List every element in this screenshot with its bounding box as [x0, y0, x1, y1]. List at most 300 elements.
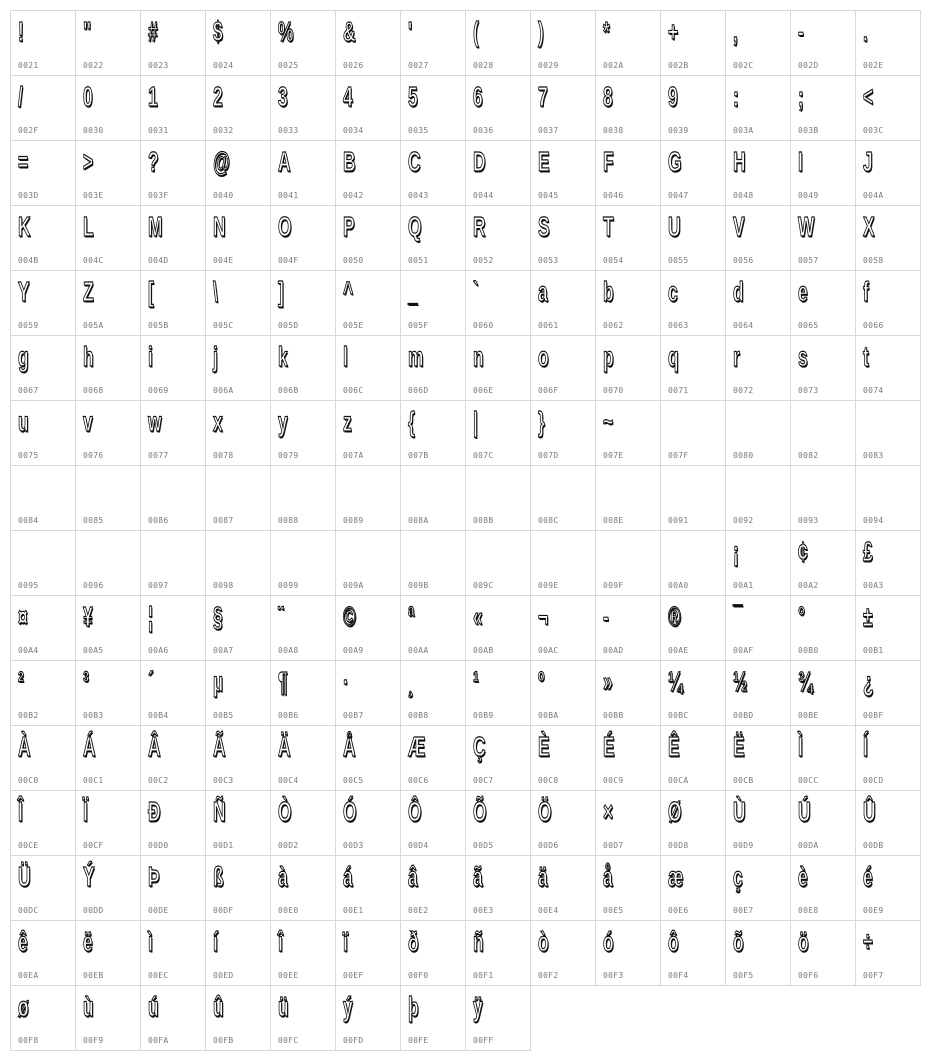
glyph-codepoint-label: 0037	[538, 126, 559, 135]
glyph-cell[interactable]	[141, 661, 206, 726]
glyph-codepoint-label: 005C	[213, 321, 234, 330]
glyph-cell[interactable]	[336, 596, 401, 661]
glyph-cell[interactable]	[336, 791, 401, 856]
glyph-codepoint-label: 0034	[343, 126, 364, 135]
glyph-cell[interactable]	[466, 401, 531, 466]
glyph-cell[interactable]	[596, 401, 661, 466]
glyph-cell[interactable]	[11, 856, 76, 921]
glyph-cell[interactable]	[271, 531, 336, 596]
glyph-cell[interactable]	[791, 271, 856, 336]
glyph-cell[interactable]	[856, 336, 921, 401]
glyph-codepoint-label: 00DF	[213, 906, 234, 915]
glyph-codepoint-label: 0083	[863, 451, 884, 460]
glyph-cell[interactable]	[11, 271, 76, 336]
glyph-codepoint-label: 0080	[733, 451, 754, 460]
glyph-cell[interactable]	[336, 76, 401, 141]
glyph-cell[interactable]	[531, 271, 596, 336]
glyph-cell[interactable]	[596, 466, 661, 531]
glyph-sample: (	[473, 16, 479, 47]
glyph-cell[interactable]	[206, 466, 271, 531]
glyph-cell[interactable]	[791, 466, 856, 531]
glyph-cell[interactable]	[271, 11, 336, 76]
glyph-cell[interactable]	[596, 596, 661, 661]
glyph-cell[interactable]	[206, 986, 271, 1051]
glyph-codepoint-label: 00FE	[408, 1036, 429, 1045]
glyph-cell[interactable]	[11, 11, 76, 76]
glyph-sample: Ú	[798, 796, 811, 827]
glyph-codepoint-label: 0073	[798, 386, 819, 395]
glyph-cell[interactable]	[206, 726, 271, 791]
glyph-cell[interactable]	[726, 206, 791, 271]
glyph-codepoint-label: 0046	[603, 191, 624, 200]
glyph-cell[interactable]	[76, 11, 141, 76]
glyph-cell[interactable]	[466, 141, 531, 206]
glyph-cell[interactable]	[141, 791, 206, 856]
glyph-cell[interactable]	[206, 661, 271, 726]
glyph-cell[interactable]	[596, 726, 661, 791]
glyph-cell[interactable]	[11, 661, 76, 726]
glyph-cell[interactable]	[791, 206, 856, 271]
glyph-cell[interactable]	[466, 921, 531, 986]
glyph-codepoint-label: 00BA	[538, 711, 559, 720]
glyph-cell[interactable]	[11, 206, 76, 271]
glyph-cell[interactable]	[336, 856, 401, 921]
glyph-cell[interactable]	[856, 596, 921, 661]
glyph-cell[interactable]	[11, 76, 76, 141]
glyph-cell[interactable]	[856, 921, 921, 986]
glyph-cell[interactable]	[336, 271, 401, 336]
glyph-cell[interactable]	[76, 791, 141, 856]
glyph-cell[interactable]	[76, 531, 141, 596]
glyph-cell[interactable]	[596, 206, 661, 271]
glyph-cell[interactable]	[856, 726, 921, 791]
glyph-cell[interactable]	[401, 986, 466, 1051]
glyph-cell[interactable]	[141, 466, 206, 531]
glyph-cell[interactable]	[141, 531, 206, 596]
glyph-sample: Â	[148, 731, 161, 762]
glyph-cell[interactable]	[336, 986, 401, 1051]
glyph-sample: ø	[18, 991, 29, 1022]
glyph-cell[interactable]	[661, 531, 726, 596]
glyph-codepoint-label: 0084	[18, 516, 39, 525]
glyph-cell[interactable]	[336, 11, 401, 76]
glyph-cell[interactable]	[141, 856, 206, 921]
glyph-cell[interactable]	[596, 271, 661, 336]
glyph-cell[interactable]	[401, 856, 466, 921]
glyph-cell[interactable]	[726, 856, 791, 921]
glyph-cell[interactable]	[596, 336, 661, 401]
glyph-cell[interactable]	[141, 726, 206, 791]
glyph-cell[interactable]	[336, 726, 401, 791]
glyph-codepoint-label: 00B0	[798, 646, 819, 655]
glyph-cell[interactable]	[791, 11, 856, 76]
glyph-cell[interactable]	[141, 596, 206, 661]
glyph-cell[interactable]	[661, 271, 726, 336]
glyph-cell[interactable]	[271, 271, 336, 336]
glyph-cell[interactable]	[531, 531, 596, 596]
glyph-cell[interactable]	[11, 726, 76, 791]
glyph-codepoint-label: 00E7	[733, 906, 754, 915]
glyph-cell[interactable]	[466, 986, 531, 1051]
glyph-codepoint-label: 0043	[408, 191, 429, 200]
glyph-sample: M	[148, 211, 163, 242]
glyph-sample: K	[18, 211, 31, 242]
glyph-cell[interactable]	[661, 141, 726, 206]
glyph-cell[interactable]	[271, 401, 336, 466]
glyph-codepoint-label: 0072	[733, 386, 754, 395]
glyph-cell[interactable]	[726, 726, 791, 791]
glyph-cell[interactable]	[401, 661, 466, 726]
glyph-cell[interactable]	[661, 726, 726, 791]
glyph-codepoint-label: 0056	[733, 256, 754, 265]
glyph-cell[interactable]	[141, 921, 206, 986]
glyph-codepoint-label: 003F	[148, 191, 169, 200]
glyph-cell[interactable]	[791, 921, 856, 986]
glyph-cell[interactable]	[206, 336, 271, 401]
glyph-cell[interactable]	[271, 791, 336, 856]
glyph-cell[interactable]	[76, 76, 141, 141]
glyph-cell[interactable]	[531, 76, 596, 141]
glyph-cell[interactable]	[661, 596, 726, 661]
glyph-cell[interactable]	[141, 271, 206, 336]
glyph-cell[interactable]	[336, 141, 401, 206]
glyph-cell[interactable]	[466, 531, 531, 596]
glyph-cell[interactable]	[531, 791, 596, 856]
glyph-cell[interactable]	[141, 986, 206, 1051]
glyph-cell[interactable]	[791, 791, 856, 856]
glyph-cell[interactable]	[466, 791, 531, 856]
glyph-cell[interactable]	[531, 336, 596, 401]
glyph-cell[interactable]	[791, 726, 856, 791]
glyph-sample: ¿	[863, 666, 874, 697]
glyph-cell[interactable]	[596, 856, 661, 921]
glyph-cell[interactable]	[271, 726, 336, 791]
glyph-cell[interactable]	[466, 596, 531, 661]
glyph-cell[interactable]	[206, 401, 271, 466]
glyph-cell[interactable]	[466, 661, 531, 726]
glyph-cell[interactable]	[466, 76, 531, 141]
glyph-sample: t	[863, 341, 869, 372]
glyph-cell[interactable]	[856, 11, 921, 76]
glyph-sample: =	[18, 146, 29, 177]
glyph-cell[interactable]	[76, 726, 141, 791]
glyph-sample: o	[538, 341, 549, 372]
glyph-cell[interactable]	[206, 531, 271, 596]
glyph-sample: Y	[18, 276, 30, 307]
glyph-sample: ¼	[668, 666, 683, 697]
glyph-sample: 4	[343, 81, 353, 112]
glyph-cell[interactable]	[856, 531, 921, 596]
glyph-cell[interactable]	[11, 596, 76, 661]
glyph-cell[interactable]	[76, 466, 141, 531]
glyph-sample: /	[18, 81, 23, 112]
glyph-cell[interactable]	[531, 726, 596, 791]
glyph-cell[interactable]	[856, 141, 921, 206]
glyph-cell[interactable]	[726, 531, 791, 596]
glyph-sample: ¤	[18, 601, 28, 632]
glyph-cell[interactable]	[726, 661, 791, 726]
glyph-cell[interactable]	[76, 921, 141, 986]
glyph-sample: $	[213, 16, 223, 47]
glyph-cell[interactable]	[466, 856, 531, 921]
glyph-cell[interactable]	[206, 141, 271, 206]
glyph-cell[interactable]	[76, 141, 141, 206]
glyph-cell[interactable]	[11, 921, 76, 986]
glyph-cell[interactable]	[401, 141, 466, 206]
glyph-cell[interactable]	[336, 401, 401, 466]
glyph-cell[interactable]	[401, 466, 466, 531]
glyph-cell[interactable]	[531, 921, 596, 986]
glyph-cell[interactable]	[596, 11, 661, 76]
glyph-map-grid	[10, 10, 921, 1051]
glyph-cell[interactable]	[271, 596, 336, 661]
glyph-cell[interactable]	[661, 791, 726, 856]
glyph-cell[interactable]	[661, 401, 726, 466]
glyph-cell[interactable]	[531, 596, 596, 661]
glyph-cell[interactable]	[401, 11, 466, 76]
glyph-cell[interactable]	[466, 206, 531, 271]
glyph-codepoint-label: 0064	[733, 321, 754, 330]
glyph-sample: Ä	[278, 731, 291, 762]
glyph-cell[interactable]	[401, 336, 466, 401]
glyph-sample: U	[668, 211, 681, 242]
glyph-sample: B	[343, 146, 356, 177]
glyph-cell[interactable]	[271, 76, 336, 141]
glyph-cell[interactable]	[206, 921, 271, 986]
glyph-cell[interactable]	[206, 76, 271, 141]
glyph-sample: Æ	[408, 731, 426, 762]
glyph-sample: |	[473, 406, 478, 437]
glyph-cell[interactable]	[531, 856, 596, 921]
glyph-codepoint-label: 002C	[733, 61, 754, 70]
glyph-codepoint-label: 009B	[408, 581, 429, 590]
glyph-cell[interactable]	[466, 11, 531, 76]
glyph-cell[interactable]	[401, 921, 466, 986]
glyph-sample: ó	[603, 926, 614, 957]
glyph-sample: Ô	[408, 796, 422, 827]
glyph-sample: -	[603, 601, 609, 632]
glyph-sample: 2	[213, 81, 223, 112]
glyph-cell[interactable]	[791, 76, 856, 141]
glyph-cell[interactable]	[856, 791, 921, 856]
glyph-cell[interactable]	[596, 661, 661, 726]
glyph-cell[interactable]	[596, 531, 661, 596]
glyph-cell[interactable]	[336, 466, 401, 531]
glyph-cell[interactable]	[11, 791, 76, 856]
glyph-codepoint-label: 00BE	[798, 711, 819, 720]
glyph-cell[interactable]	[206, 856, 271, 921]
glyph-cell[interactable]	[76, 856, 141, 921]
glyph-cell[interactable]	[466, 726, 531, 791]
glyph-cell[interactable]	[856, 271, 921, 336]
glyph-codepoint-label: 007C	[473, 451, 494, 460]
glyph-codepoint-label: 00FC	[278, 1036, 299, 1045]
glyph-cell[interactable]	[401, 206, 466, 271]
glyph-cell[interactable]	[661, 921, 726, 986]
glyph-cell[interactable]	[271, 141, 336, 206]
glyph-cell[interactable]	[856, 401, 921, 466]
glyph-codepoint-label: 0029	[538, 61, 559, 70]
glyph-cell[interactable]	[726, 401, 791, 466]
glyph-cell[interactable]	[401, 596, 466, 661]
glyph-cell[interactable]	[11, 336, 76, 401]
glyph-cell[interactable]	[791, 336, 856, 401]
glyph-cell[interactable]	[856, 206, 921, 271]
glyph-sample: C	[408, 146, 421, 177]
glyph-cell[interactable]	[11, 986, 76, 1051]
glyph-cell[interactable]	[596, 791, 661, 856]
glyph-codepoint-label: 0061	[538, 321, 559, 330]
glyph-cell[interactable]	[271, 336, 336, 401]
glyph-cell[interactable]	[856, 856, 921, 921]
glyph-cell[interactable]	[206, 206, 271, 271]
glyph-cell[interactable]	[401, 401, 466, 466]
glyph-cell[interactable]	[856, 661, 921, 726]
glyph-codepoint-label: 0055	[668, 256, 689, 265]
glyph-cell[interactable]	[401, 791, 466, 856]
glyph-cell[interactable]	[661, 466, 726, 531]
glyph-cell[interactable]	[271, 661, 336, 726]
glyph-sample: ]	[278, 276, 284, 307]
glyph-codepoint-label: 00BC	[668, 711, 689, 720]
glyph-cell[interactable]	[11, 466, 76, 531]
glyph-cell[interactable]	[726, 336, 791, 401]
glyph-codepoint-label: 0088	[278, 516, 299, 525]
glyph-cell[interactable]	[76, 401, 141, 466]
glyph-cell[interactable]	[76, 596, 141, 661]
glyph-cell[interactable]	[596, 141, 661, 206]
glyph-cell[interactable]	[206, 11, 271, 76]
glyph-cell[interactable]	[661, 76, 726, 141]
glyph-codepoint-label: 005F	[408, 321, 429, 330]
glyph-cell[interactable]	[466, 271, 531, 336]
glyph-cell[interactable]	[336, 206, 401, 271]
glyph-cell[interactable]	[856, 76, 921, 141]
glyph-cell[interactable]	[531, 466, 596, 531]
glyph-cell[interactable]	[661, 856, 726, 921]
glyph-sample: Ü	[18, 861, 31, 892]
glyph-cell[interactable]	[336, 661, 401, 726]
glyph-cell[interactable]	[11, 531, 76, 596]
glyph-cell[interactable]	[76, 206, 141, 271]
glyph-cell[interactable]	[531, 401, 596, 466]
glyph-codepoint-label: 00F7	[863, 971, 884, 980]
glyph-codepoint-label: 00E9	[863, 906, 884, 915]
glyph-sample: N	[213, 211, 226, 242]
glyph-cell[interactable]	[206, 791, 271, 856]
glyph-cell[interactable]	[141, 401, 206, 466]
glyph-cell[interactable]	[271, 206, 336, 271]
glyph-cell[interactable]	[791, 531, 856, 596]
glyph-cell[interactable]	[791, 661, 856, 726]
glyph-codepoint-label: 00E5	[603, 906, 624, 915]
glyph-cell[interactable]	[141, 141, 206, 206]
glyph-codepoint-label: 007B	[408, 451, 429, 460]
glyph-cell[interactable]	[76, 986, 141, 1051]
glyph-cell[interactable]	[401, 726, 466, 791]
glyph-cell[interactable]	[726, 76, 791, 141]
glyph-cell[interactable]	[726, 921, 791, 986]
glyph-codepoint-label: 00C9	[603, 776, 624, 785]
glyph-cell[interactable]	[531, 661, 596, 726]
glyph-cell[interactable]	[661, 336, 726, 401]
glyph-cell[interactable]	[726, 11, 791, 76]
glyph-cell[interactable]	[791, 141, 856, 206]
glyph-cell[interactable]	[336, 336, 401, 401]
glyph-cell[interactable]	[336, 921, 401, 986]
glyph-sample: p	[603, 341, 614, 372]
glyph-cell[interactable]	[206, 271, 271, 336]
glyph-cell[interactable]	[661, 206, 726, 271]
glyph-cell[interactable]	[11, 141, 76, 206]
glyph-codepoint-label: 0047	[668, 191, 689, 200]
glyph-codepoint-label: 006C	[343, 386, 364, 395]
glyph-cell[interactable]	[206, 596, 271, 661]
glyph-codepoint-label: 00A0	[668, 581, 689, 590]
glyph-cell[interactable]	[726, 141, 791, 206]
glyph-cell[interactable]	[531, 206, 596, 271]
glyph-cell[interactable]	[791, 401, 856, 466]
glyph-codepoint-label: 0052	[473, 256, 494, 265]
glyph-cell[interactable]	[141, 336, 206, 401]
glyph-cell[interactable]	[726, 596, 791, 661]
glyph-cell[interactable]	[76, 661, 141, 726]
glyph-cell[interactable]	[401, 531, 466, 596]
glyph-cell[interactable]	[271, 856, 336, 921]
glyph-cell[interactable]	[661, 661, 726, 726]
glyph-codepoint-label: 00FA	[148, 1036, 169, 1045]
glyph-cell[interactable]	[856, 466, 921, 531]
glyph-cell[interactable]	[661, 11, 726, 76]
glyph-cell[interactable]	[271, 986, 336, 1051]
glyph-cell[interactable]	[466, 466, 531, 531]
glyph-cell[interactable]	[791, 856, 856, 921]
glyph-sample: ¨	[278, 601, 284, 632]
glyph-cell[interactable]	[466, 336, 531, 401]
glyph-cell[interactable]	[726, 791, 791, 856]
glyph-codepoint-label: 003B	[798, 126, 819, 135]
glyph-codepoint-label: 00C6	[408, 776, 429, 785]
glyph-sample: Ð	[148, 796, 161, 827]
glyph-cell[interactable]	[76, 271, 141, 336]
glyph-cell[interactable]	[726, 466, 791, 531]
glyph-codepoint-label: 005D	[278, 321, 299, 330]
glyph-cell[interactable]	[531, 11, 596, 76]
glyph-sample: 1	[148, 81, 158, 112]
glyph-cell[interactable]	[596, 76, 661, 141]
glyph-cell[interactable]	[726, 271, 791, 336]
glyph-cell[interactable]	[271, 921, 336, 986]
glyph-sample: c	[668, 276, 678, 307]
glyph-cell[interactable]	[76, 336, 141, 401]
glyph-cell[interactable]	[141, 76, 206, 141]
glyph-sample: w	[148, 406, 162, 437]
glyph-sample: O	[278, 211, 292, 242]
glyph-cell[interactable]	[596, 921, 661, 986]
glyph-sample: ®	[668, 601, 681, 632]
glyph-codepoint-label: 0048	[733, 191, 754, 200]
glyph-cell[interactable]	[336, 531, 401, 596]
glyph-cell[interactable]	[401, 271, 466, 336]
glyph-cell[interactable]	[531, 141, 596, 206]
glyph-cell[interactable]	[401, 76, 466, 141]
glyph-cell[interactable]	[11, 401, 76, 466]
glyph-cell[interactable]	[791, 596, 856, 661]
glyph-cell[interactable]	[141, 206, 206, 271]
glyph-cell[interactable]	[141, 11, 206, 76]
glyph-sample: R	[473, 211, 486, 242]
glyph-cell[interactable]	[271, 466, 336, 531]
